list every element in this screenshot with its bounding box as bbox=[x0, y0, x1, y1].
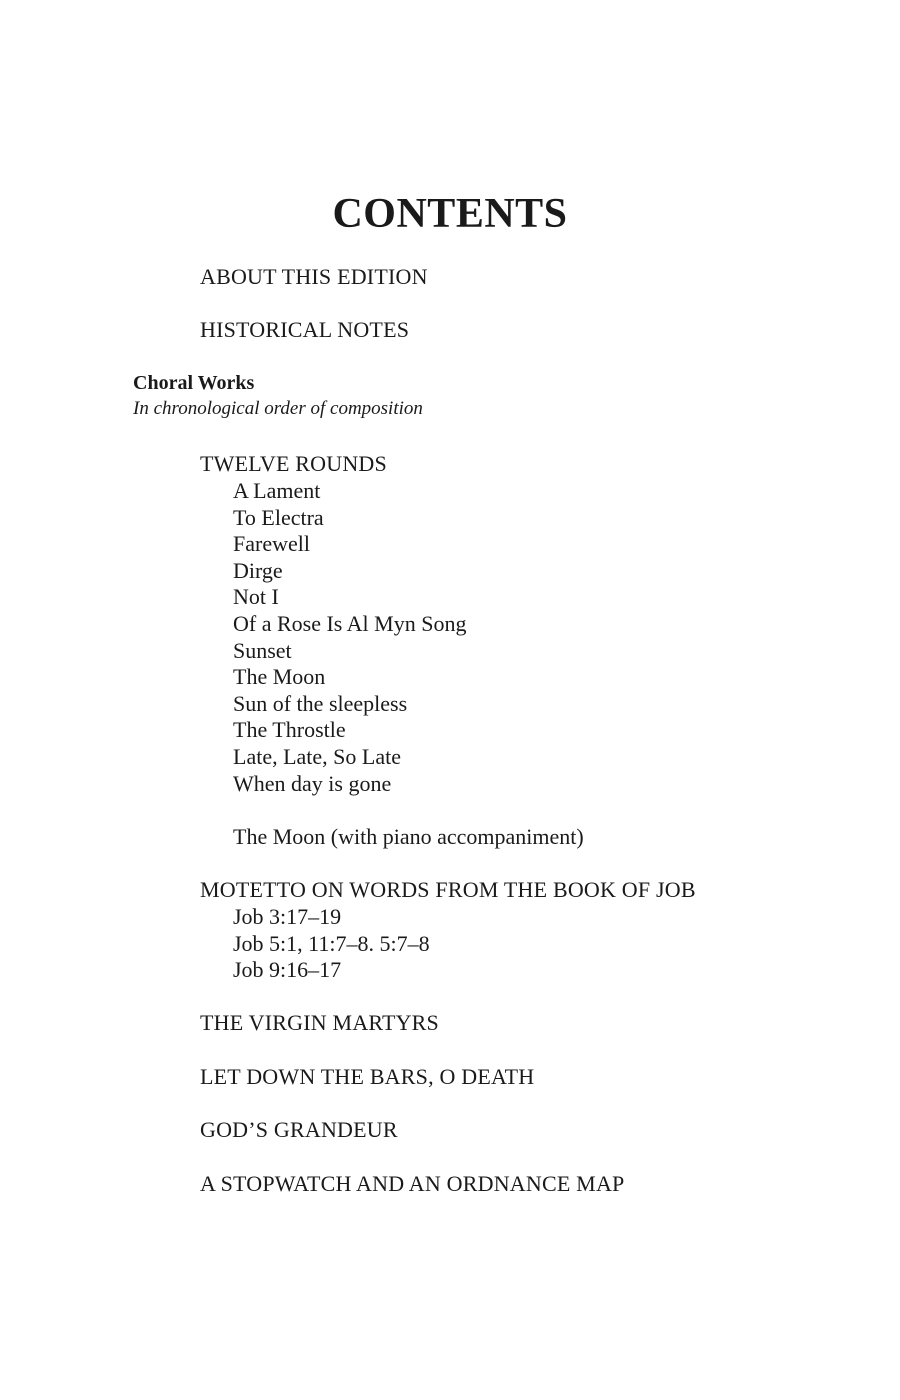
entry-label: Dirge bbox=[233, 558, 283, 583]
group-heading-label: MOTETTO ON WORDS FROM THE BOOK OF JOB bbox=[200, 877, 696, 902]
entry-label: THE VIRGIN MARTYRS bbox=[200, 1010, 439, 1035]
entry-label: When day is gone bbox=[233, 771, 392, 796]
entry-label: Sun of the sleepless bbox=[233, 691, 408, 716]
page-title: CONTENTS bbox=[332, 191, 568, 237]
entry-label: Sunset bbox=[233, 638, 292, 663]
section-heading: Choral Works bbox=[133, 372, 255, 394]
entry-label: GOD’S GRANDEUR bbox=[200, 1117, 398, 1142]
entry-label: The Throstle bbox=[233, 717, 346, 742]
entry-label: Job 9:16–17 bbox=[233, 957, 342, 982]
entry-label: LET DOWN THE BARS, O DEATH bbox=[200, 1064, 535, 1089]
entry-label: Job 5:1, 11:7–8. 5:7–8 bbox=[233, 931, 430, 956]
entry-label: A STOPWATCH AND AN ORDNANCE MAP bbox=[200, 1171, 625, 1196]
section-subheading: In chronological order of composition bbox=[133, 398, 423, 419]
entry-label: To Electra bbox=[233, 505, 324, 530]
group-heading-label: TWELVE ROUNDS bbox=[200, 451, 387, 476]
entry-label: The Moon bbox=[233, 664, 326, 689]
entry-label: Late, Late, So Late bbox=[233, 744, 401, 769]
entry-label: Job 3:17–19 bbox=[233, 904, 342, 929]
entry-label: Of a Rose Is Al Myn Song bbox=[233, 611, 467, 636]
entry-label: A Lament bbox=[233, 478, 321, 503]
entry-label: ABOUT THIS EDITION bbox=[200, 264, 428, 289]
entry-label: Not I bbox=[233, 584, 279, 609]
entry-label: Farewell bbox=[233, 531, 310, 556]
entry-label: HISTORICAL NOTES bbox=[200, 317, 410, 342]
entry-label: The Moon (with piano accompaniment) bbox=[233, 824, 584, 849]
